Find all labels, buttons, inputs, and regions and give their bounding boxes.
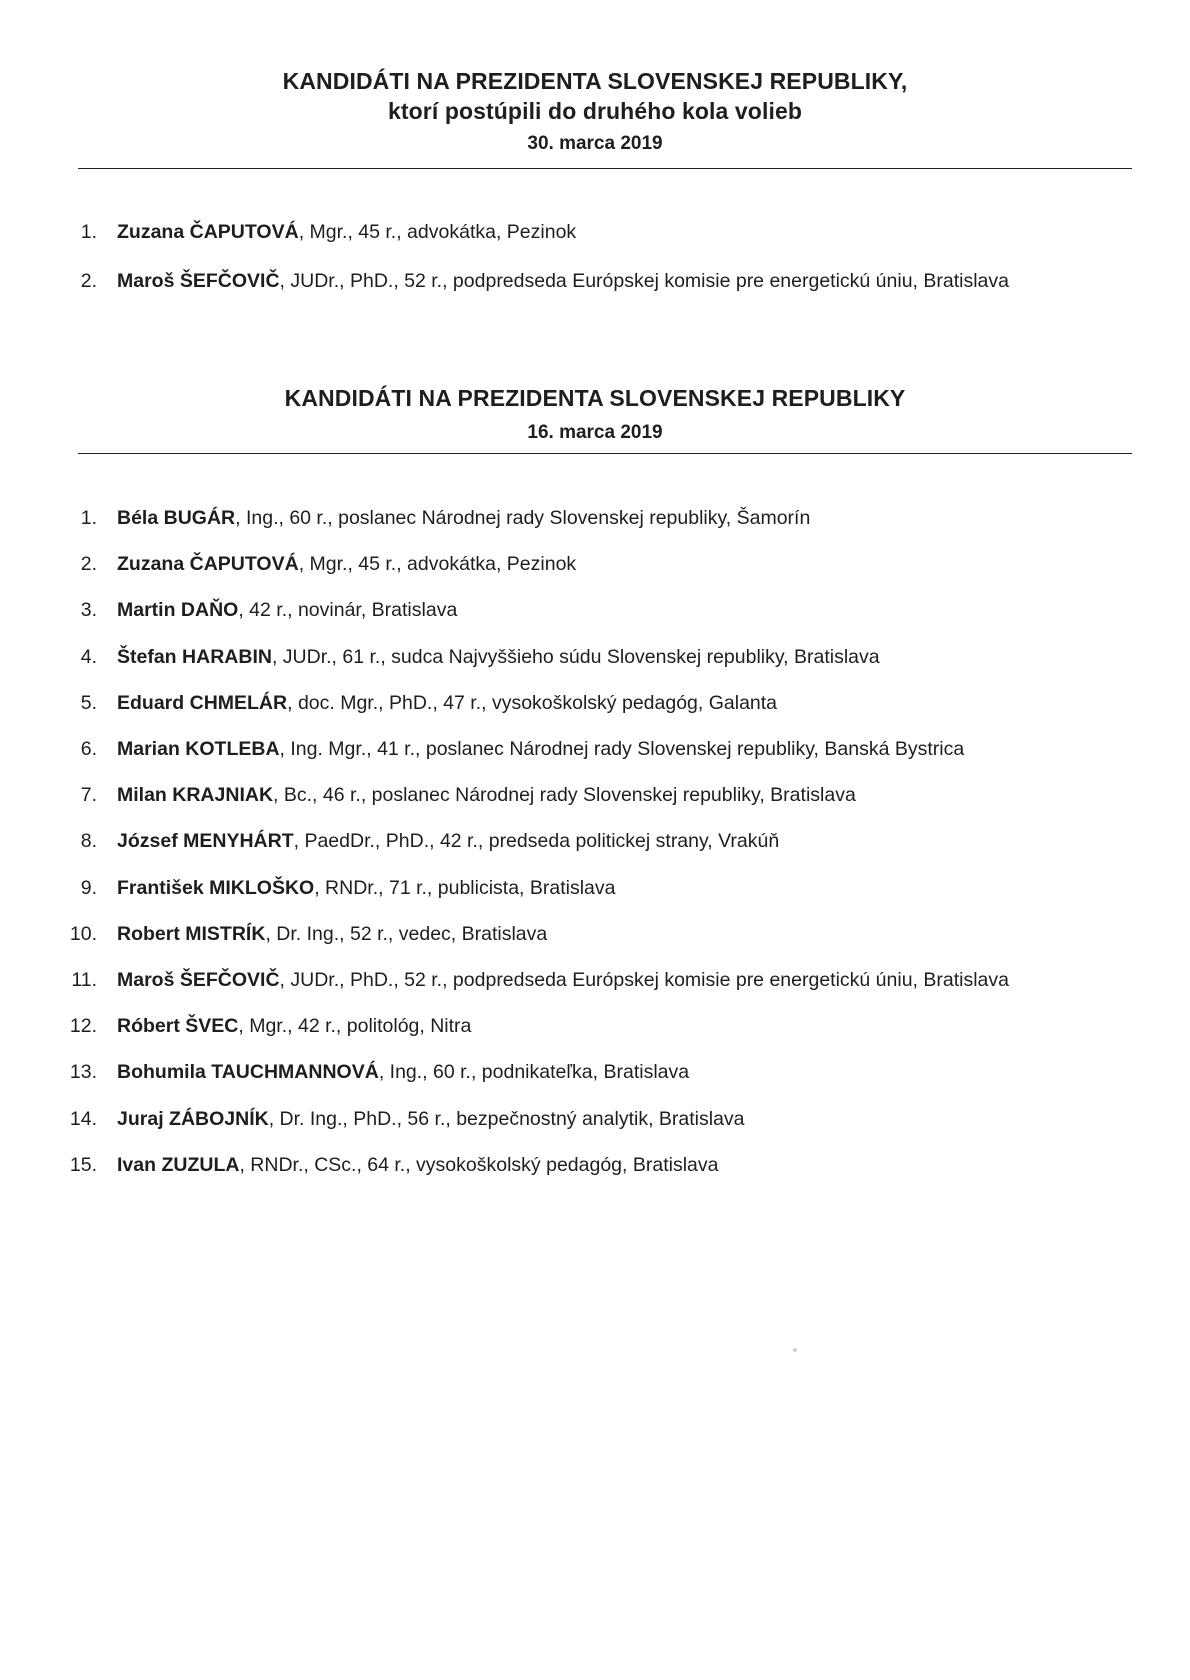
candidate-number: 15. xyxy=(69,1153,97,1176)
candidate-details: , Dr. Ing., 52 r., vedec, Bratislava xyxy=(265,922,548,945)
candidate-item xyxy=(0,266,1009,296)
first-round-header xyxy=(0,383,1190,445)
candidate-name xyxy=(117,1154,239,1176)
candidate-item xyxy=(0,734,964,764)
candidate-item xyxy=(0,688,777,718)
candidate-name xyxy=(117,1108,269,1130)
candidate-first-name: Milan xyxy=(117,784,167,807)
candidate-first-name: Zuzana xyxy=(117,553,185,576)
candidate-number: 1. xyxy=(80,221,97,243)
candidate-name xyxy=(117,646,272,668)
candidate-details: , RNDr., 71 r., publicista, Bratislava xyxy=(314,876,616,899)
candidate-last-name: KOTLEBA xyxy=(185,738,280,760)
candidate-name xyxy=(117,877,314,899)
candidate-name xyxy=(117,923,265,945)
candidate-last-name: HARABIN xyxy=(182,645,272,668)
second-round-title-line1: KANDIDÁTI NA PREZIDENTA SLOVENSKEJ REPUBLIKY, xyxy=(282,68,908,94)
candidate-item xyxy=(0,1104,745,1134)
candidate-number: 14. xyxy=(69,1107,97,1130)
candidate-item xyxy=(0,642,880,672)
candidate-item xyxy=(0,595,457,625)
candidate-number: 5. xyxy=(80,691,97,714)
candidate-last-name: ZUZULA xyxy=(161,1153,240,1176)
candidate-first-name: Marian xyxy=(117,738,180,760)
candidate-item xyxy=(0,1150,718,1180)
candidate-last-name: KRAJNIAK xyxy=(172,784,274,807)
candidate-details: , Mgr., 42 r., politológ, Nitra xyxy=(238,1015,472,1038)
candidate-details: , JUDr., PhD., 52 r., podpredseda Európskej komisie pre energetickú úniu, Bratislava xyxy=(279,969,1009,991)
candidate-first-name: Martin xyxy=(117,599,176,622)
candidate-name xyxy=(117,969,280,991)
candidate-number: 7. xyxy=(80,784,97,807)
candidate-last-name: CHMELÁR xyxy=(189,691,288,714)
candidate-number: 9. xyxy=(80,876,97,899)
candidate-item xyxy=(0,1011,471,1041)
candidate-number: 8. xyxy=(80,830,97,853)
candidate-last-name: ČAPUTOVÁ xyxy=(189,553,299,576)
candidate-last-name: MISTRÍK xyxy=(185,922,266,945)
candidate-last-name: MIKLOŠKO xyxy=(209,876,315,899)
candidate-name xyxy=(117,784,273,806)
second-round-title-line2: ktorí postúpili do druhého kola volieb xyxy=(388,98,802,124)
candidate-number: 2. xyxy=(80,270,97,292)
candidate-first-name: Robert xyxy=(117,922,180,945)
candidate-last-name: ŠEFČOVIČ xyxy=(179,969,280,991)
candidate-last-name: BUGÁR xyxy=(163,507,236,529)
divider-rule xyxy=(78,168,1132,169)
candidate-details: , RNDr., CSc., 64 r., vysokoškolský pedagóg, Bratislava xyxy=(239,1153,719,1176)
candidate-number: 10. xyxy=(69,922,97,945)
candidate-details: , JUDr., PhD., 52 r., podpredseda Európskej komisie pre energetickú úniu, Bratislava xyxy=(279,270,1009,292)
candidate-details: , 42 r., novinár, Bratislava xyxy=(238,599,458,622)
candidate-details: , Ing., 60 r., poslanec Národnej rady Slovenskej republiky, Šamorín xyxy=(235,507,811,529)
candidate-name xyxy=(117,221,299,243)
candidate-details: , Ing. Mgr., 41 r., poslanec Národnej rady Slovenskej republiky, Banská Bystrica xyxy=(279,738,965,760)
scan-speck xyxy=(793,1348,797,1352)
candidate-name xyxy=(117,738,280,760)
candidate-details: , Mgr., 45 r., advokátka, Pezinok xyxy=(298,221,577,243)
candidate-first-name: József xyxy=(117,830,178,853)
candidate-number: 3. xyxy=(80,599,97,622)
candidate-first-name: Eduard xyxy=(117,691,185,714)
candidate-item xyxy=(0,780,856,810)
candidate-name xyxy=(117,507,235,529)
candidate-details: , doc. Mgr., PhD., 47 r., vysokoškolský pedagóg, Galanta xyxy=(287,691,778,714)
candidate-details: , JUDr., 61 r., sudca Najvyššieho súdu Slovenskej republiky, Bratislava xyxy=(271,645,880,668)
candidate-details: , Ing., 60 r., podnikateľka, Bratislava xyxy=(378,1061,690,1084)
candidate-name xyxy=(117,1061,379,1083)
candidate-details: , Bc., 46 r., poslanec Národnej rady Slovenskej republiky, Bratislava xyxy=(273,784,856,807)
candidate-name xyxy=(117,553,299,575)
candidate-first-name: Štefan xyxy=(117,645,177,668)
candidate-item xyxy=(0,549,576,579)
candidate-first-name: Ivan xyxy=(117,1153,157,1176)
candidate-first-name: Béla xyxy=(117,507,159,529)
candidate-item xyxy=(0,873,616,903)
candidate-last-name: ŠEFČOVIČ xyxy=(179,270,280,292)
candidate-first-name: Bohumila xyxy=(117,1061,206,1084)
candidate-item xyxy=(0,965,1009,995)
candidate-first-name: Maroš xyxy=(117,969,175,991)
candidate-details: , PaedDr., PhD., 42 r., predseda politickej strany, Vrakúň xyxy=(293,830,780,853)
first-round-title: KANDIDÁTI NA PREZIDENTA SLOVENSKEJ REPUBLIKY xyxy=(284,385,906,411)
second-round-header xyxy=(0,66,1190,156)
divider-rule xyxy=(78,453,1132,454)
candidate-number: 11. xyxy=(71,969,97,991)
candidate-last-name: TAUCHMANNOVÁ xyxy=(211,1061,379,1084)
candidate-last-name: ŠVEC xyxy=(185,1015,239,1038)
candidate-last-name: DAŇO xyxy=(180,599,239,622)
candidate-name xyxy=(117,692,287,714)
candidate-name xyxy=(117,1015,238,1037)
candidate-name xyxy=(117,599,238,621)
candidate-number: 2. xyxy=(80,553,97,576)
candidate-last-name: ČAPUTOVÁ xyxy=(189,221,299,243)
candidate-item xyxy=(0,217,576,247)
candidate-details: , Mgr., 45 r., advokátka, Pezinok xyxy=(298,553,577,576)
candidate-first-name: Juraj xyxy=(117,1107,164,1130)
candidate-name xyxy=(117,830,294,852)
candidate-first-name: František xyxy=(117,876,204,899)
candidate-number: 6. xyxy=(80,738,97,760)
candidate-first-name: Maroš xyxy=(117,270,175,292)
second-round-date: 30. marca 2019 xyxy=(527,133,663,154)
candidate-item xyxy=(0,826,779,856)
candidate-name xyxy=(117,270,280,292)
candidate-first-name: Zuzana xyxy=(117,221,185,243)
candidate-details: , Dr. Ing., PhD., 56 r., bezpečnostný analytik, Bratislava xyxy=(268,1107,745,1130)
candidate-last-name: MENYHÁRT xyxy=(183,830,294,853)
first-round-date: 16. marca 2019 xyxy=(527,422,663,443)
candidate-item xyxy=(0,503,810,533)
candidate-number: 1. xyxy=(80,507,97,529)
candidate-item xyxy=(0,919,547,949)
candidate-number: 4. xyxy=(80,645,97,668)
candidate-last-name: ZÁBOJNÍK xyxy=(169,1107,269,1130)
candidate-item xyxy=(0,1057,689,1087)
candidate-number: 13. xyxy=(69,1061,97,1084)
candidate-first-name: Róbert xyxy=(117,1015,180,1038)
candidate-number: 12. xyxy=(69,1015,97,1038)
